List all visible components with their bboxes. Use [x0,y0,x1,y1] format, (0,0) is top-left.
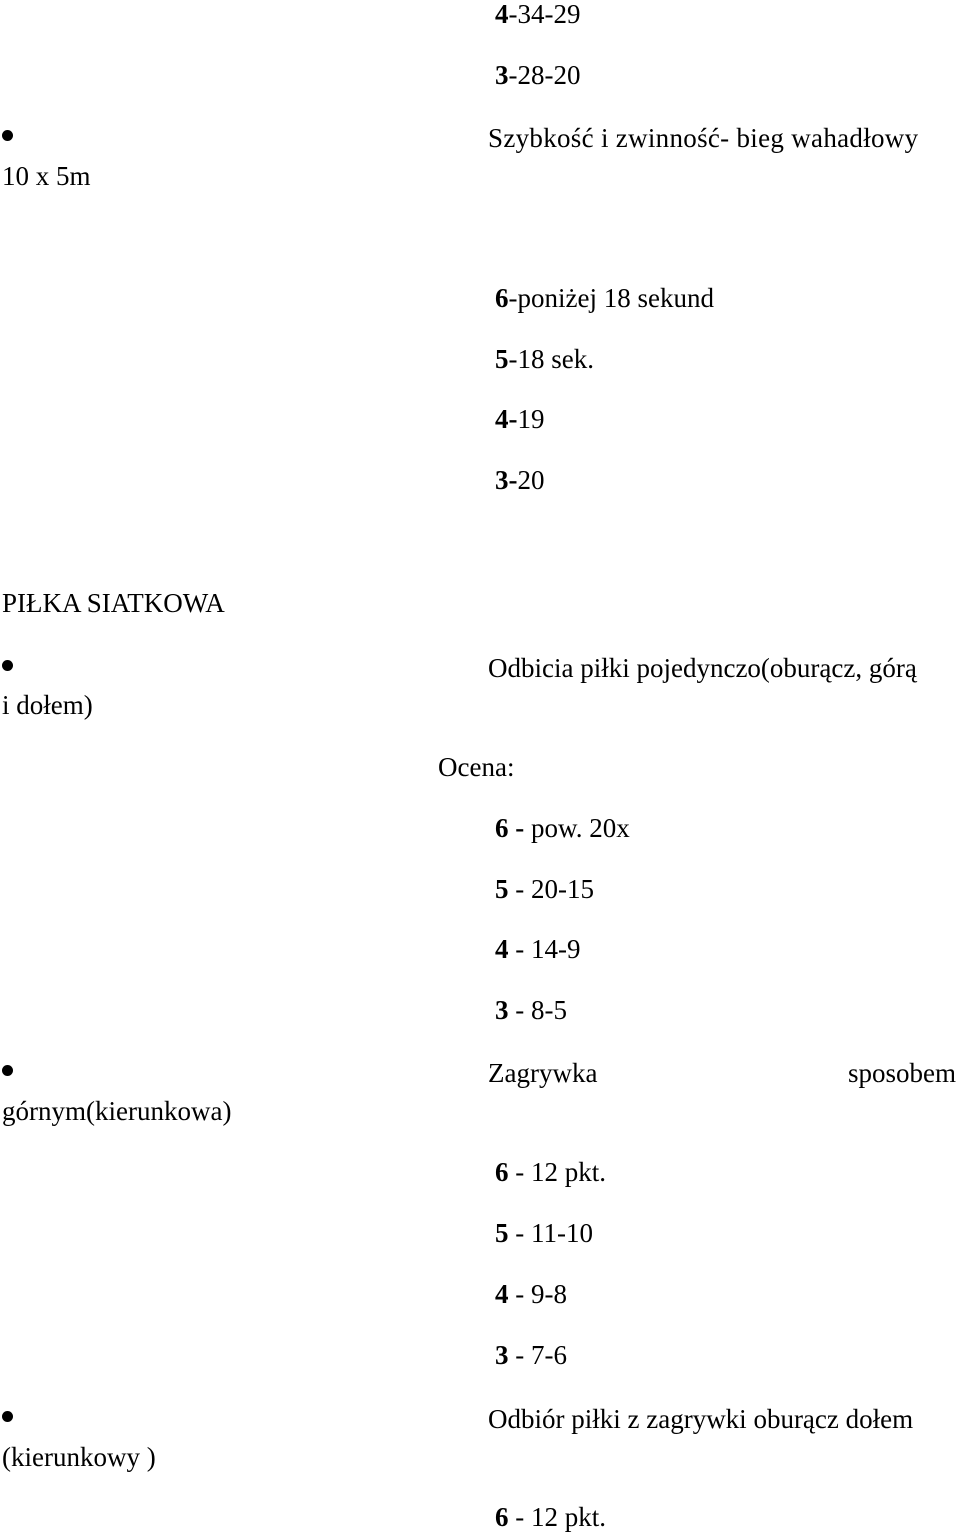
grade-range: -34-29 [508,0,581,29]
bullet-icon [2,1065,13,1076]
grade-range: - 7-6 [508,1340,567,1370]
section-title: PIŁKA SIATKOWA [2,588,225,618]
grade-line [495,467,545,494]
grade-value: 3 [495,60,509,90]
grade-line [495,285,714,312]
grade-line [495,1504,606,1531]
grade-value: 4- [495,404,518,434]
grade-range: - 12 pkt. [508,1157,606,1187]
item-receive-continuation: (kierunkowy ) [2,1442,156,1472]
item-bumps-continuation: i dołem) [2,690,93,720]
grade-value: 3- [495,465,518,495]
grade-value: 5 [495,874,509,904]
grade-range: 19 [517,404,545,434]
grade-value: 6 - [495,813,525,843]
grade-value: 4 [495,934,509,964]
grade-range: 20 [517,465,545,495]
grade-line [495,62,580,89]
item-serve-title [488,1060,956,1087]
grade-line [495,1159,606,1186]
grade-range: - 11-10 [508,1218,593,1248]
grade-line [495,997,567,1024]
grade-value: 6 [495,1157,509,1187]
grade-range: -18 sek. [508,344,594,374]
grade-range: -28-20 [508,60,581,90]
item-bumps-title: Odbicia piłki pojedynczo(oburącz, górą [488,653,917,683]
grade-line [495,876,594,903]
item-shuttle-run-distance: 10 x 5m [2,161,91,191]
item-serve-word: Zagrywka [488,1058,598,1088]
item-serve-continuation: górnym(kierunkowa) [2,1096,232,1126]
grade-line [495,346,594,373]
grade-range: pow. 20x [524,813,630,843]
grade-value: 6 [495,283,509,313]
grade-range: - 9-8 [508,1279,567,1309]
grade-line [495,1342,567,1369]
grade-range: - 12 pkt. [508,1502,606,1532]
bullet-icon [2,1411,13,1422]
grade-range: - 14-9 [508,934,581,964]
grade-range: - 8-5 [508,995,567,1025]
item-serve-word: sposobem [848,1058,956,1088]
grade-value: 3 [495,1340,509,1370]
assessment-label: Ocena: [438,752,515,782]
grade-line [495,1281,567,1308]
grade-value: 5 [495,344,509,374]
grade-line [495,1220,593,1247]
bullet-icon [2,130,13,141]
grade-line [495,1,580,28]
item-receive-title: Odbiór piłki z zagrywki oburącz dołem [488,1404,914,1434]
grade-line [495,936,580,963]
grade-value: 4 [495,1279,509,1309]
grade-range: -poniżej 18 sekund [508,283,714,313]
grade-range: - 20-15 [508,874,594,904]
bullet-icon [2,660,13,671]
grade-value: 3 [495,995,509,1025]
grade-line [495,406,545,433]
item-shuttle-run-title: Szybkość i zwinność- bieg wahadłowy [488,123,919,153]
grade-value: 4 [495,0,509,29]
grade-line [495,815,630,842]
grade-value: 5 [495,1218,509,1248]
grade-value: 6 [495,1502,509,1532]
